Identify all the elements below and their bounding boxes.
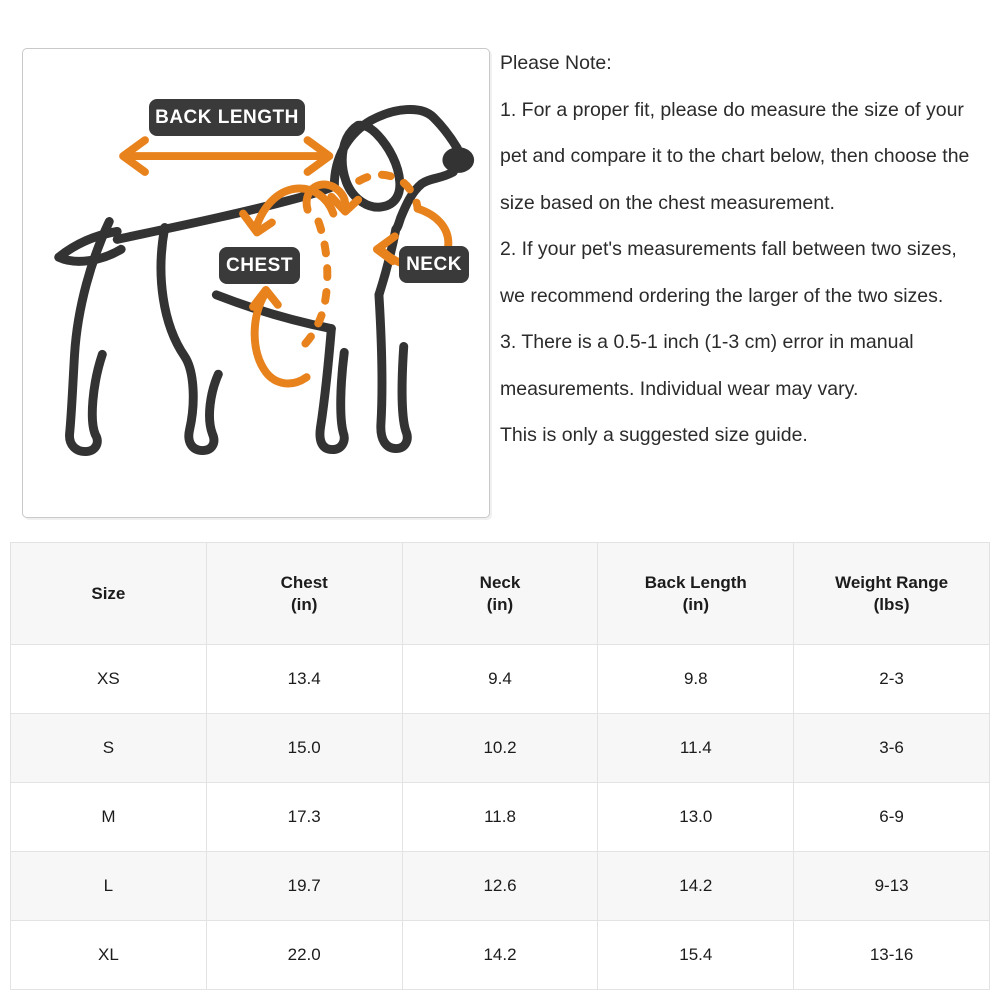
neck-badge — [399, 246, 469, 283]
m-size-cell: M — [11, 783, 207, 852]
l-weight-cell: 9-13 — [794, 852, 990, 921]
col-header-chest: Chest (in) — [206, 543, 402, 645]
l-chest-cell: 19.7 — [206, 852, 402, 921]
xl-size-cell: XL — [11, 921, 207, 990]
m-chest-cell: 17.3 — [206, 783, 402, 852]
l-neck-cell: 12.6 — [402, 852, 598, 921]
table-row-l — [11, 852, 990, 921]
back-length-badge-label: BACK LENGTH — [155, 106, 299, 128]
chest-badge — [219, 247, 300, 284]
note-line: size based on the chest measurement. — [500, 191, 835, 214]
back-length-badge — [149, 99, 305, 136]
note-line: This is only a suggested size guide. — [500, 424, 808, 446]
xl-chest-cell: 22.0 — [206, 921, 402, 990]
xl-back-length-cell: 15.4 — [598, 921, 794, 990]
size-chart-table — [10, 542, 990, 990]
s-weight-cell: 3-6 — [794, 714, 990, 783]
table-row-s — [11, 714, 990, 783]
chest-badge-label: CHEST — [226, 254, 293, 276]
table-row-xl — [11, 921, 990, 990]
col-header-weight-range: Weight Range (lbs) — [794, 543, 990, 645]
m-weight-cell: 6-9 — [794, 783, 990, 852]
note-line: 2. If your pet's measurements fall between two sizes, — [500, 238, 957, 260]
table-row-xs — [11, 645, 990, 714]
col-header-back-length: Back Length (in) — [598, 543, 794, 645]
neck-badge-label: NECK — [406, 253, 462, 275]
note-line: 3. There is a 0.5-1 inch (1-3 cm) error in manual — [500, 331, 914, 353]
chest-measure-loop-icon — [243, 188, 333, 383]
s-size-cell: S — [11, 714, 207, 783]
xs-size-cell: XS — [11, 645, 207, 714]
s-back-length-cell: 11.4 — [598, 714, 794, 783]
xs-chest-cell: 13.4 — [206, 645, 402, 714]
note-line: measurements. Individual wear may vary. — [500, 377, 859, 400]
please-note — [500, 40, 996, 459]
dog-measurement-diagram-panel — [22, 48, 490, 518]
back-length-arrow-icon — [123, 140, 329, 172]
s-neck-cell: 10.2 — [402, 714, 598, 783]
table-row-m — [11, 783, 990, 852]
header-row — [11, 543, 990, 645]
col-header-neck: Neck (in) — [402, 543, 598, 645]
note-line: we recommend ordering the larger of the two sizes. — [500, 284, 944, 307]
xs-neck-cell: 9.4 — [402, 645, 598, 714]
xl-weight-cell: 13-16 — [794, 921, 990, 990]
note-line: pet and compare it to the chart below, then choose the — [500, 145, 970, 167]
xl-neck-cell: 14.2 — [402, 921, 598, 990]
note-line: 1. For a proper fit, please do measure the size of your — [500, 98, 964, 121]
note-title: Please Note: — [500, 52, 612, 74]
m-neck-cell: 11.8 — [402, 783, 598, 852]
xs-back-length-cell: 9.8 — [598, 645, 794, 714]
col-header-size: Size — [11, 543, 207, 645]
dog-nose — [442, 147, 474, 173]
m-back-length-cell: 13.0 — [598, 783, 794, 852]
l-size-cell: L — [11, 852, 207, 921]
xs-weight-cell: 2-3 — [794, 645, 990, 714]
l-back-length-cell: 14.2 — [598, 852, 794, 921]
s-chest-cell: 15.0 — [206, 714, 402, 783]
